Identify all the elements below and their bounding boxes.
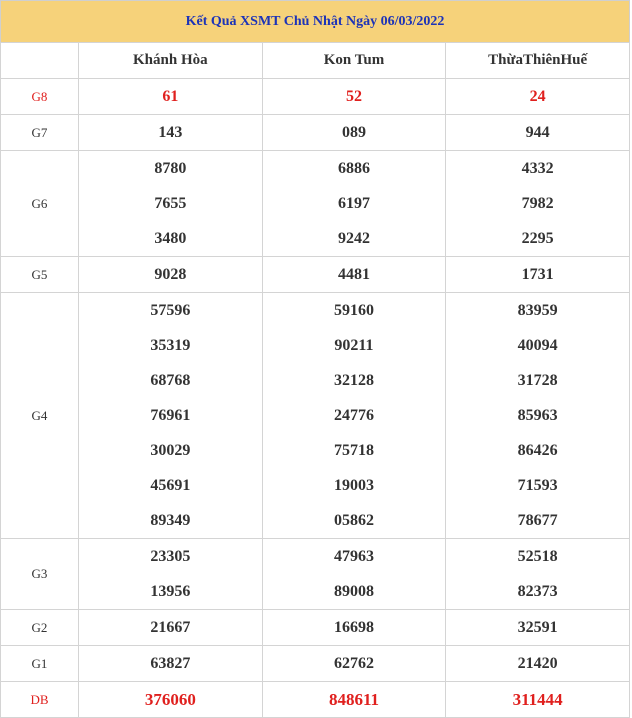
prize-row bbox=[1, 468, 630, 503]
result-number: 376060 bbox=[79, 682, 263, 718]
result-number: 4481 bbox=[262, 257, 446, 293]
prize-row bbox=[1, 151, 630, 187]
results-title: Kết Quả XSMT Chủ Nhật Ngày 06/03/2022 bbox=[0, 0, 630, 42]
result-number: 71593 bbox=[446, 468, 630, 503]
result-number: 52 bbox=[262, 79, 446, 115]
prize-row bbox=[1, 646, 630, 682]
result-number: 8780 bbox=[79, 151, 263, 187]
result-number: 89349 bbox=[79, 503, 263, 539]
result-number: 3480 bbox=[79, 221, 263, 257]
prize-row bbox=[1, 539, 630, 575]
prize-row bbox=[1, 610, 630, 646]
result-number: 31728 bbox=[446, 363, 630, 398]
result-number: 2295 bbox=[446, 221, 630, 257]
header-khanh-hoa: Khánh Hòa bbox=[79, 43, 263, 79]
results-table bbox=[0, 42, 630, 718]
prize-label-g7: G7 bbox=[1, 115, 79, 151]
prize-row bbox=[1, 503, 630, 539]
result-number: 89008 bbox=[262, 574, 446, 610]
prize-label-g3: G3 bbox=[1, 539, 79, 610]
result-number: 21420 bbox=[446, 646, 630, 682]
result-number: 089 bbox=[262, 115, 446, 151]
prize-row bbox=[1, 328, 630, 363]
prize-label-g4: G4 bbox=[1, 293, 79, 539]
result-number: 45691 bbox=[79, 468, 263, 503]
prize-row bbox=[1, 79, 630, 115]
result-number: 311444 bbox=[446, 682, 630, 718]
prize-row bbox=[1, 398, 630, 433]
prize-row bbox=[1, 293, 630, 329]
result-number: 35319 bbox=[79, 328, 263, 363]
prize-row bbox=[1, 257, 630, 293]
prize-label-g8: G8 bbox=[1, 79, 79, 115]
result-number: 13956 bbox=[79, 574, 263, 610]
result-number: 86426 bbox=[446, 433, 630, 468]
result-number: 90211 bbox=[262, 328, 446, 363]
result-number: 83959 bbox=[446, 293, 630, 329]
results-body bbox=[1, 79, 630, 718]
prize-label-g2: G2 bbox=[1, 610, 79, 646]
result-number: 9028 bbox=[79, 257, 263, 293]
prize-row bbox=[1, 363, 630, 398]
header-row bbox=[1, 43, 630, 79]
result-number: 40094 bbox=[446, 328, 630, 363]
prize-label-db: DB bbox=[1, 682, 79, 718]
prize-row bbox=[1, 433, 630, 468]
result-number: 75718 bbox=[262, 433, 446, 468]
header-kon-tum: Kon Tum bbox=[262, 43, 446, 79]
result-number: 47963 bbox=[262, 539, 446, 575]
result-number: 85963 bbox=[446, 398, 630, 433]
result-number: 32128 bbox=[262, 363, 446, 398]
header-prize bbox=[1, 43, 79, 79]
result-number: 6197 bbox=[262, 186, 446, 221]
result-number: 944 bbox=[446, 115, 630, 151]
result-number: 68768 bbox=[79, 363, 263, 398]
result-number: 30029 bbox=[79, 433, 263, 468]
prize-row bbox=[1, 574, 630, 610]
result-number: 4332 bbox=[446, 151, 630, 187]
result-number: 23305 bbox=[79, 539, 263, 575]
prize-row bbox=[1, 221, 630, 257]
result-number: 143 bbox=[79, 115, 263, 151]
result-number: 62762 bbox=[262, 646, 446, 682]
result-number: 78677 bbox=[446, 503, 630, 539]
prize-label-g6: G6 bbox=[1, 151, 79, 257]
prize-row bbox=[1, 186, 630, 221]
prize-label-g1: G1 bbox=[1, 646, 79, 682]
result-number: 76961 bbox=[79, 398, 263, 433]
result-number: 19003 bbox=[262, 468, 446, 503]
result-number: 05862 bbox=[262, 503, 446, 539]
result-number: 63827 bbox=[79, 646, 263, 682]
result-number: 24 bbox=[446, 79, 630, 115]
result-number: 61 bbox=[79, 79, 263, 115]
result-number: 6886 bbox=[262, 151, 446, 187]
result-number: 24776 bbox=[262, 398, 446, 433]
result-number: 9242 bbox=[262, 221, 446, 257]
prize-row bbox=[1, 682, 630, 718]
result-number: 16698 bbox=[262, 610, 446, 646]
result-number: 52518 bbox=[446, 539, 630, 575]
result-number: 21667 bbox=[79, 610, 263, 646]
prize-row bbox=[1, 115, 630, 151]
result-number: 848611 bbox=[262, 682, 446, 718]
result-number: 82373 bbox=[446, 574, 630, 610]
result-number: 7655 bbox=[79, 186, 263, 221]
result-number: 57596 bbox=[79, 293, 263, 329]
result-number: 59160 bbox=[262, 293, 446, 329]
header-thua-thien-hue: ThừaThiênHuế bbox=[446, 43, 630, 79]
prize-label-g5: G5 bbox=[1, 257, 79, 293]
result-number: 1731 bbox=[446, 257, 630, 293]
result-number: 7982 bbox=[446, 186, 630, 221]
result-number: 32591 bbox=[446, 610, 630, 646]
